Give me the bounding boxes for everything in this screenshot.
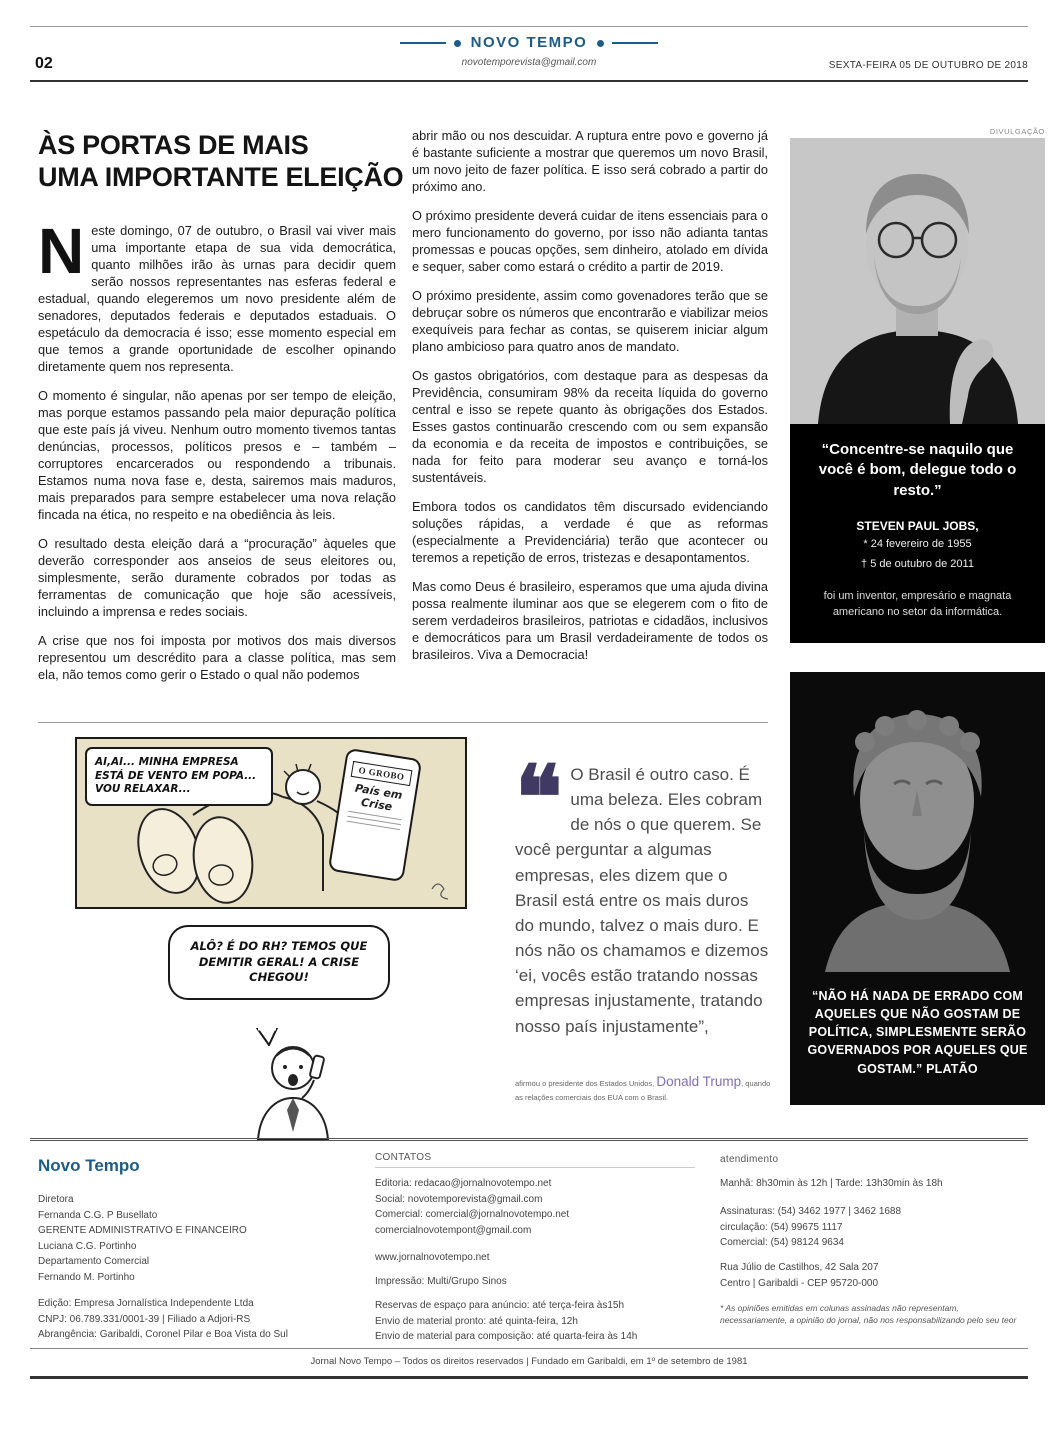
masthead-right-line-icon bbox=[612, 42, 658, 44]
company-line: Abrangência: Garibaldi, Coronel Pilar e Boa Vista do Sul bbox=[38, 1329, 288, 1340]
plato-statue-image bbox=[790, 672, 1045, 977]
staff-line: Departamento Comercial bbox=[38, 1256, 150, 1267]
staff-line: Luciana C.G. Portinho bbox=[38, 1240, 137, 1252]
masthead-email: novotemporevista@gmail.com bbox=[461, 57, 597, 68]
pull-quote bbox=[515, 751, 771, 1039]
pull-quote-text: O Brasil é outro caso. É uma beleza. Eles cobram de nós o que querem. Se você perguntar a algumas empresas, eles dizem que o Brasil está entre os mais duros do mundo, talvez o mais duro. E nós não os chamamos e dizemos ‘ei, vocês estão tratando nossas empresas injustamente, tratando nosso país injustamente”, bbox=[515, 765, 769, 1036]
footer-website: www.jornalnovotempo.net bbox=[375, 1252, 490, 1263]
deadline-line: Reservas de espaço para anúncio: até terça-feira às15h bbox=[375, 1300, 625, 1311]
footer-staff-list bbox=[38, 1192, 338, 1285]
jobs-bio: foi um inventor, empresário e magnata americano no setor da informática. bbox=[823, 589, 1012, 618]
jobs-death: † 5 de outubro de 2011 bbox=[861, 557, 974, 570]
jobs-name: STEVEN PAUL JOBS, bbox=[856, 518, 979, 533]
article-column-1 bbox=[38, 215, 396, 695]
masthead-title: NOVO TEMPO bbox=[470, 34, 588, 51]
footer-brand: Novo Tempo bbox=[38, 1156, 140, 1175]
contact-line: Comercial: comercial@jornalnovotempo.net bbox=[375, 1209, 570, 1220]
footer-address bbox=[720, 1260, 1040, 1291]
quote-mark-icon: ❝ bbox=[515, 751, 563, 848]
footer-thin-rule bbox=[30, 1348, 1028, 1349]
footer-contacts-list bbox=[375, 1176, 695, 1238]
attribution-prefix: afirmou o presidente dos Estados Unidos, bbox=[515, 1079, 657, 1088]
contact-line: Social: novotemporevista@gmail.com bbox=[375, 1193, 543, 1205]
phone-newspaper-masthead: O GROBO bbox=[351, 761, 413, 786]
footer-copyright: Jornal Novo Tempo – Todos os direitos reservados | Fundado em Garibaldi, em 1º de setembro de 1981 bbox=[310, 1356, 748, 1367]
staff-line: Diretora bbox=[38, 1194, 74, 1205]
article-paragraph: O momento é singular, não apenas por ser tempo de eleição, mas porque estamos passando pela maior depuração política que este país já viveu. Nenhum outro momento tivemos tantas denúncias, processos, políticos presos e – também – corruptores encarcerados ou respondendo a tribunais. Estamos numa nova fase e, desta, sairemos mais maduros, mais preparados para sempre estabelecer uma nova relação fincada na ética, no respeito e na obediência às leis. bbox=[38, 388, 396, 523]
address-line: Rua Júlio de Castilhos, 42 Sala 207 bbox=[720, 1262, 879, 1273]
article-column-2 bbox=[412, 127, 768, 675]
article-paragraph: abrir mão ou nos descuidar. A ruptura entre povo e governo já é bastante suficiente a mostrar que queremos um novo Brasil, um novo jeito de fazer política. E isso será cobrado a partir do próximo ano. bbox=[412, 128, 768, 195]
footer-printing: Impressão: Multi/Grupo Sinos bbox=[375, 1276, 507, 1287]
footer-top-rule bbox=[30, 1138, 1028, 1141]
staff-line: GERENTE ADMINISTRATIVO E FINANCEIRO bbox=[38, 1225, 247, 1236]
edition-date: SEXTA-FEIRA 05 DE OUTUBRO DE 2018 bbox=[828, 60, 1028, 71]
phone-line: Comercial: (54) 98124 9634 bbox=[720, 1237, 844, 1248]
plato-quote-box bbox=[790, 672, 1045, 1105]
article-paragraph-text: este domingo, 07 de outubro, o Brasil vai viver mais uma importante etapa de sua vida democrática, quanto milhões irão às urnas para decidir quem serão nossos representantes nas esferas federal e estadual, quando elegeremos um novo presidente além de senadores, deputados federais e deputados estaduais. O espetáculo da democracia é isso; esse momento especial em que temos a grande oportunidade de escolher opinando diretamente quem nos representa. bbox=[38, 223, 396, 375]
phone-line: Assinaturas: (54) 3462 1977 | 3462 1688 bbox=[720, 1206, 902, 1217]
page-number: 02 bbox=[35, 55, 53, 72]
article-paragraph: A crise que nos foi imposta por motivos dos mais diversos representou um descrédito para a classe política, mas sem ela, não temos como gerir o Estado o qual não podemos bbox=[38, 633, 396, 683]
article-paragraph bbox=[38, 215, 396, 375]
jobs-birth: * 24 fevereiro de 1955 bbox=[863, 537, 972, 550]
comic-panel-1 bbox=[75, 737, 467, 909]
jobs-quote: “Concentre-se naquilo que você é bom, delegue todo o resto.” bbox=[818, 441, 1017, 499]
attribution-suffix: , quando as relações comerciais dos EUA com o Brasil. bbox=[515, 1079, 771, 1103]
article-paragraph: O próximo presidente deverá cuidar de itens essenciais para o mero funcionamento do governo, por isso não adianta tantas promessas e poucas opções, sem dinheiro, atolado em dívida e sequer, saber como estará o crédito a partir de 2019. bbox=[412, 208, 768, 275]
masthead bbox=[0, 34, 1058, 51]
article-paragraph: O resultado desta eleição dará a “procuração” àqueles que deverão corresponder aos anseios de seus eleitores ou, simplesmente, serão duramente cobrados por todas as ferramentas de comunicação que hoje são acessíveis, incluindo a imprensa e redes sociais. bbox=[38, 536, 396, 620]
footer-hours: Manhã: 8h30min às 12h | Tarde: 13h30min às 18h bbox=[720, 1178, 943, 1189]
footer-deadlines bbox=[375, 1298, 705, 1345]
article-paragraph: Embora todos os candidatos têm discursado evidenciando soluções rápidas, a verdade é que as reformas (especialmente a Previdenciária) terão que acontecer ou teremos a repetição de erros, tristezas e desapontamentos. bbox=[412, 499, 768, 566]
contacts-title: CONTATOS bbox=[375, 1152, 695, 1168]
article-title-line2: UMA IMPORTANTE ELEIÇÃO bbox=[38, 161, 404, 192]
phone-newspaper-headline: País em Crise bbox=[354, 781, 404, 814]
deadline-line: Envio de material pronto: até quinta-feira, 12h bbox=[375, 1315, 578, 1327]
header-top-rule bbox=[30, 26, 1028, 27]
footer-phones bbox=[720, 1204, 1040, 1251]
phone-line: circulação: (54) 99675 1117 bbox=[720, 1221, 843, 1233]
pull-quote-attribution bbox=[515, 1072, 771, 1104]
company-line: CNPJ: 06.789.331/0001-39 | Filiado a Adjori-RS bbox=[38, 1313, 251, 1325]
header-bottom-rule bbox=[30, 80, 1028, 82]
footer-disclaimer: * As opiniões emitidas em colunas assinadas não representam, necessariamente, a opinião do jornal, não nos responsabilizando pelo seu teor bbox=[720, 1303, 1017, 1326]
plato-quote: “NÃO HÁ NADA DE ERRADO COM AQUELES QUE NÃO GOSTAM DE POLÍTICA, SIMPLESMENTE SERÃO GOVERNADOS POR AQUELES QUE GOSTAM.” PLATÃO bbox=[807, 989, 1028, 1076]
masthead-right-dot-icon bbox=[597, 40, 604, 47]
masthead-left-dot-icon bbox=[454, 40, 461, 47]
steve-jobs-photo bbox=[790, 138, 1045, 424]
attribution-name: Donald Trump bbox=[656, 1074, 742, 1089]
masthead-left-line-icon bbox=[400, 42, 446, 44]
dropcap: N bbox=[38, 215, 85, 287]
address-line: Centro | Garibaldi - CEP 95720-000 bbox=[720, 1277, 879, 1289]
staff-line: Fernanda C.G. P Busellato bbox=[38, 1209, 158, 1221]
contact-line: Editoria: redacao@jornalnovotempo.net bbox=[375, 1178, 552, 1189]
steve-jobs-quote-box bbox=[790, 138, 1045, 643]
company-line: Edição: Empresa Jornalística Independente Ltda bbox=[38, 1298, 254, 1309]
article-title bbox=[38, 130, 408, 194]
deadline-line: Envio de material para composição: até quarta-feira às 14h bbox=[375, 1331, 638, 1342]
article-paragraph: Os gastos obrigatórios, com destaque para as despesas da Previdência, consumiram 98% da receita líquida do governo central e isso se repete quanto às obrigações dos Estados. Esses gastos continuarão crescendo com ou sem expansão da economia e da receita de impostos e contribuições, se nada for feito para moderar seu avanço e torná-los sustentáveis. bbox=[412, 368, 768, 486]
article-paragraph: Mas como Deus é brasileiro, esperamos que uma ajuda divina possa realmente iluminar aos que se elegerem com o fito de serem verdadeiros brasileiros, patriotas e cidadãos, inclusivos e democráticos para um Brasil verdadeiramente de todos os brasileiros. Viva a Democracia! bbox=[412, 579, 768, 663]
comic-speech-bubble-2: ALÔ? É DO RH? TEMOS QUE DEMITIR GERAL! A CRISE CHEGOU! bbox=[168, 925, 390, 1000]
footer-company-info bbox=[38, 1296, 358, 1343]
article-title-line1: ÀS PORTAS DE MAIS bbox=[38, 130, 309, 160]
comic-drawing-man-on-phone bbox=[218, 1040, 368, 1140]
contact-line: comercialnovotempont@gmail.com bbox=[375, 1224, 532, 1236]
article-paragraph: O próximo presidente, assim como govenadores terão que se debruçar sobre os números que encontrarão e viabilizar meios exequíveis para fechar as contas, se quiserem iniciar algum plano ambicioso para quatro anos de mandato. bbox=[412, 288, 768, 355]
comic-speech-bubble-1: AI,AI... MINHA EMPRESA ESTÁ DE VENTO EM POPA... VOU RELAXAR... bbox=[85, 747, 273, 806]
service-title: atendimento bbox=[720, 1154, 779, 1165]
article-section-rule bbox=[38, 722, 768, 723]
staff-line: Fernando M. Portinho bbox=[38, 1271, 135, 1283]
photo-credit: DIVULGAÇÃO bbox=[989, 127, 1045, 136]
footer-bottom-rule bbox=[30, 1376, 1028, 1379]
